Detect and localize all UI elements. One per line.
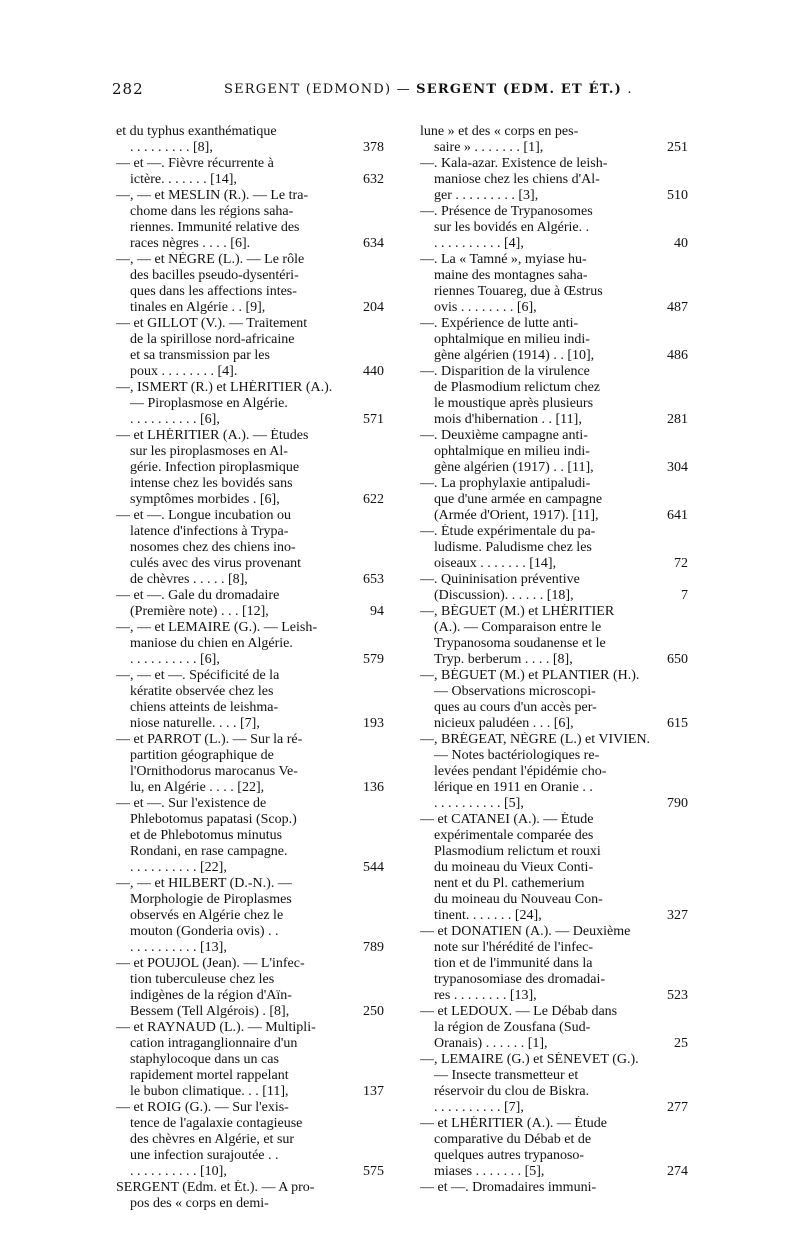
index-entry-line: —. Quininisation préventive [420,572,580,587]
index-entry-line: Rondani, en rase campagne. [130,844,288,859]
index-entry-line: et du typhus exanthématique [116,124,277,139]
index-entry-line: une infection surajoutée . . [130,1148,279,1163]
index-entry-line: — et LHÉRITIER (A.). — Études [116,428,309,443]
index-entry-line: lérique en 1911 en Oranie . . [434,780,593,795]
index-entry-line: Bessem (Tell Algérois) . [8], [130,1004,290,1019]
index-entry-line: . . . . . . . . . . [6], [130,412,220,427]
index-entry-line: poux . . . . . . . . [4]. [130,364,238,379]
index-entry-line: tion tuberculeuse chez les [130,972,275,987]
index-entry-line: staphylocoque dans un cas [130,1052,279,1067]
page-reference: 622 [363,492,384,507]
index-entry-line: . . . . . . . . . [8], [130,140,213,155]
index-entry-line: des chèvres en Algérie, et sur [130,1132,295,1147]
index-entry-line: gérie. Infection piroplasmique [130,460,300,475]
index-entry-line: et de Phlebotomus minutus [130,828,283,843]
index-entry-line: de la spirillose nord-africaine [130,332,295,347]
index-entry-line: l'Ornithodorus marocanus Ve- [130,764,298,779]
index-entry-line: ictère. . . . . . . [14], [130,172,237,187]
index-entry [116,732,346,796]
index-entry-line: — et CATANEI (A.). — Étude [420,812,594,827]
page-reference: 789 [363,940,384,955]
index-entry-line: ovis . . . . . . . . [6], [434,300,537,315]
index-entry-line: Oranais) . . . . . . [1], [434,1036,548,1051]
index-entry-line: Morphologie de Piroplasmes [130,892,292,907]
index-entry-line: . . . . . . . . . . [22], [130,860,227,875]
index-entry [116,124,346,156]
index-entry-line: —. Présence de Trypanosomes [420,204,593,219]
index-entry [420,124,650,156]
index-entry-line: quelques autres trypanoso- [434,1148,585,1163]
index-entry-line: —. Deuxième campagne anti- [420,428,588,443]
index-entry-line: (Armée d'Orient, 1917). [11], [434,508,599,523]
index-entry [420,1052,650,1116]
index-entry-line: trypanosomiase des dromadai- [434,972,606,987]
index-entry-line: races nègres . . . . [6]. [130,236,251,251]
index-entry-line: expérimentale comparée des [434,828,594,843]
page-header [112,80,672,104]
index-entry-line: rapidement mortel rappelant [130,1068,289,1083]
index-entry-line: . . . . . . . . . . [6], [130,652,220,667]
index-entry-line: note sur l'hérédité de l'infec- [434,940,593,955]
page-reference: 378 [363,140,384,155]
index-entry-line: . . . . . . . . . . [13], [130,940,227,955]
index-entry-line: lune » et des « corps en pes- [420,124,579,139]
index-entry-line: — et —. Fièvre récurrente à [116,156,274,171]
index-entry [116,620,346,668]
index-entry-line: saire » . . . . . . . [1], [434,140,544,155]
index-entry [116,956,346,1020]
index-entry [420,252,650,316]
index-entry-line: — et ROIG (G.). — Sur l'exis- [116,1100,289,1115]
index-entry [116,668,346,732]
index-entry [116,1100,346,1180]
index-entry-line: de chèvres . . . . . [8], [130,572,248,587]
index-entry-line: du moineau du Vieux Conti- [434,860,594,875]
page-reference: 790 [667,796,688,811]
index-entry-line: et sa transmission par les [130,348,270,363]
index-entry-line: sur les bovidés en Algérie. . [434,220,590,235]
index-entry-line: tinent. . . . . . . [24], [434,908,542,923]
index-entry-line: —. Expérience de lutte anti- [420,316,579,331]
index-entry [116,876,346,956]
index-entry-line: sur les piroplasmoses en Al- [130,444,288,459]
page-reference: 94 [370,604,384,619]
index-entry-line: —. Kala-azar. Existence de leish- [420,156,608,171]
index-entry [420,316,650,364]
index-entry [420,1004,650,1052]
index-entry-line: de Plasmodium relictum chez [434,380,601,395]
index-entry-line: nicieux paludéen . . . [6], [434,716,574,731]
index-entry [420,428,650,476]
page-reference: 575 [363,1164,384,1179]
index-entry-line: — et —. Dromadaires immuni- [420,1180,597,1195]
index-entry [116,156,346,188]
index-entry-line: —, — et MESLIN (R.). — Le tra- [116,188,309,203]
page-reference: 193 [363,716,384,731]
index-entry-line: nosomes chez des chiens ino- [130,540,296,555]
index-entry-line: latence d'infections à Trypa- [130,524,289,539]
index-entry-line: — et DONATIEN (A.). — Deuxième [420,924,631,939]
index-entry [420,604,650,668]
running-head [224,82,633,97]
index-entry-line: du moineau du Nouveau Con- [434,892,603,907]
index-entry-line: . . . . . . . . . . [5], [434,796,524,811]
index-entry-line: —, — et LEMAIRE (G.). — Leish- [116,620,318,635]
index-entry [116,188,346,252]
index-entry-line: tinales en Algérie . . [9], [130,300,266,315]
index-entry-line: réservoir du clou de Biskra. [434,1084,590,1099]
index-entry [420,812,650,924]
page-reference: 327 [667,908,688,923]
page-reference: 571 [363,412,384,427]
page-reference: 510 [667,188,688,203]
index-entry-line: ger . . . . . . . . . [3], [434,188,539,203]
page-reference: 579 [363,652,384,667]
index-entry [420,1180,650,1196]
index-entry-line: des bacilles pseudo-dysentéri- [130,268,299,283]
index-entry-line: SERGENT (Edm. et Ét.). — A pro- [116,1180,315,1195]
page-reference: 544 [363,860,384,875]
index-entry-line: — Insecte transmetteur et [434,1068,579,1083]
index-entry-line: pos des « corps en demi- [130,1196,269,1211]
page-reference: 136 [363,780,384,795]
left-column-text [116,124,346,1212]
index-entry [420,476,650,524]
index-entry-line: — et —. Sur l'existence de [116,796,267,811]
index-entry-line: le moustique après plusieurs [434,396,594,411]
index-entry-line: ophtalmique en milieu indi- [434,332,590,347]
page-reference: 641 [667,508,688,523]
index-entry-line: kératite observée chez les [130,684,274,699]
index-entry-line: — Piroplasmose en Algérie. [130,396,288,411]
index-entry [420,204,650,252]
running-head-author: SERGENT (EDMOND) — [224,82,417,97]
page-reference: 250 [363,1004,384,1019]
page-reference: 523 [667,988,688,1003]
page-reference: 487 [667,300,688,315]
index-entry-line: culés avec des virus provenant [130,556,302,571]
index-entry-line: —, — et NÈGRE (L.). — Le rôle [116,252,305,267]
page-reference: 274 [667,1164,688,1179]
index-entry [420,668,650,732]
index-entry-line: symptômes morbides . [6], [130,492,280,507]
index-entry-line: cation intraganglionnaire d'un [130,1036,298,1051]
index-entry-line: riennes Touareg, due à Œstrus [434,284,603,299]
index-entry-line: observés en Algérie chez le [130,908,284,923]
index-entry-line: mois d'hibernation . . [11], [434,412,582,427]
index-entry-line: Plasmodium relictum et rouxi [434,844,601,859]
index-entry-line: que d'une armée en campagne [434,492,603,507]
index-entry [420,524,650,572]
page-reference: 7 [681,588,688,603]
index-entry-line: ques dans les affections intes- [130,284,297,299]
index-entry [420,1116,650,1180]
index-entry-line: miases . . . . . . . [5], [434,1164,545,1179]
index-entry-line: chiens atteints de leishma- [130,700,279,715]
running-head-section: SERGENT (EDM. ET ÉT.) [416,82,622,97]
page-reference: 281 [667,412,688,427]
right-column-text [420,124,650,1196]
index-entry [420,364,650,428]
index-entry-line: maniose du chien en Algérie. [130,636,293,651]
running-head-tail: . [622,82,633,97]
index-entry-line: — et —. Longue incubation ou [116,508,291,523]
index-entry-line: gène algérien (1914) . . [10], [434,348,595,363]
page-reference: 137 [363,1084,384,1099]
index-entry-line: — Notes bactériologiques re- [434,748,600,763]
index-entry-line: —, — et HILBERT (D.-N.). — [116,876,292,891]
index-entry [116,1020,346,1100]
index-entry [116,316,346,380]
page-number: 282 [112,80,144,98]
index-entry-line: mouton (Gonderia ovis) . . [130,924,279,939]
index-entry-line: —. Disparition de la virulence [420,364,590,379]
index-entry [116,1180,346,1212]
index-entry-line: ludisme. Paludisme chez les [434,540,592,555]
index-entry-line: — Observations microscopi- [434,684,596,699]
index-entry-line: — et PARROT (L.). — Sur la ré- [116,732,303,747]
page-reference: 486 [667,348,688,363]
index-entry-line: — et —. Gale du dromadaire [116,588,280,603]
page-reference: 251 [667,140,688,155]
index-entry [420,732,650,812]
index-entry-line: — et LHÉRITIER (A.). — Étude [420,1116,608,1131]
index-entry-line: maniose chez les chiens d'Al- [434,172,600,187]
index-entry-line: —. La « Tamné », myiase hu- [420,252,587,267]
index-entry-line: —, BRÉGEAT, NÈGRE (L.) et VIVIEN. [420,732,650,747]
page-reference: 72 [674,556,688,571]
index-entry-line: lu, en Algérie . . . . [22], [130,780,265,795]
page-reference: 277 [667,1100,688,1115]
index-entry-line: tence de l'agalaxie contagieuse [130,1116,303,1131]
page-reference: 632 [363,172,384,187]
index-entry-line: ques au cours d'un accès per- [434,700,597,715]
index-entry-line: — et POUJOL (Jean). — L'infec- [116,956,305,971]
index-entry-line: —. La prophylaxie antipaludi- [420,476,591,491]
page-reference: 40 [674,236,688,251]
index-entry-line: . . . . . . . . . . [10], [130,1164,227,1179]
index-entry [116,428,346,508]
index-entry-line: comparative du Débab et de [434,1132,592,1147]
page-reference: 650 [667,652,688,667]
index-entry-line: indigènes de la région d'Aïn- [130,988,292,1003]
index-entry-line: Tryp. berberum . . . . [8], [434,652,573,667]
page-reference: 304 [667,460,688,475]
index-entry-line: le bubon climatique. . . [11], [130,1084,289,1099]
index-entry-line: —, LEMAIRE (G.) et SÉNEVET (G.). [420,1052,639,1067]
index-entry-line: levées pendant l'épidémie cho- [434,764,607,779]
index-entry-line: res . . . . . . . . [13], [434,988,537,1003]
index-entry-line: intense chez les bovidés sans [130,476,293,491]
index-entry-line: (Première note) . . . [12], [130,604,269,619]
page-reference: 615 [667,716,688,731]
index-entry-line: partition géographique de [130,748,274,763]
page-reference: 25 [674,1036,688,1051]
index-entry [116,252,346,316]
index-entry-line: ophtalmique en milieu indi- [434,444,590,459]
index-entry-line: (A.). — Comparaison entre le [434,620,602,635]
page-reference: 440 [363,364,384,379]
index-entry-line: niose naturelle. . . . [7], [130,716,260,731]
index-entry [116,588,346,620]
index-entry-line: oiseaux . . . . . . . [14], [434,556,557,571]
index-entry [420,156,650,204]
index-entry-line: nent et du Pl. cathemerium [434,876,585,891]
index-entry-line: Phlebotomus papatasi (Scop.) [130,812,297,827]
index-entry-line: . . . . . . . . . . [4], [434,236,524,251]
index-entry-line: —, BÉGUET (M.) et LHÉRITIER [420,604,615,619]
page-reference: 653 [363,572,384,587]
index-entry-line: —. Étude expérimentale du pa- [420,524,596,539]
index-entry [116,380,346,428]
index-entry-line: riennes. Immunité relative des [130,220,300,235]
page-reference: 204 [363,300,384,315]
index-entry-line: tion et de l'immunité dans la [434,956,593,971]
index-entry-line: gène algérien (1917) . . [11], [434,460,594,475]
index-entry-line: (Discussion). . . . . . [18], [434,588,574,603]
index-entry [420,924,650,1004]
index-entry-line: chome dans les régions saha- [130,204,294,219]
index-entry-line: — et LEDOUX. — Le Débab dans [420,1004,618,1019]
index-entry-line: — et GILLOT (V.). — Traitement [116,316,308,331]
index-entry-line: —, — et —. Spécificité de la [116,668,280,683]
index-entry-line: —, ISMERT (R.) et LHÉRITIER (A.). [116,380,333,395]
index-entry-line: maine des montagnes saha- [434,268,588,283]
index-entry [116,796,346,876]
index-entry-line: — et RAYNAUD (L.). — Multipli- [116,1020,316,1035]
index-entry [420,572,650,604]
index-entry-line: . . . . . . . . . . [7], [434,1100,524,1115]
page-reference: 634 [363,236,384,251]
index-entry-line: —, BÉGUET (M.) et PLANTIER (H.). [420,668,640,683]
index-entry [116,508,346,588]
index-entry-line: la région de Zousfana (Sud- [434,1020,591,1035]
index-entry-line: Trypanosoma soudanense et le [434,636,606,651]
